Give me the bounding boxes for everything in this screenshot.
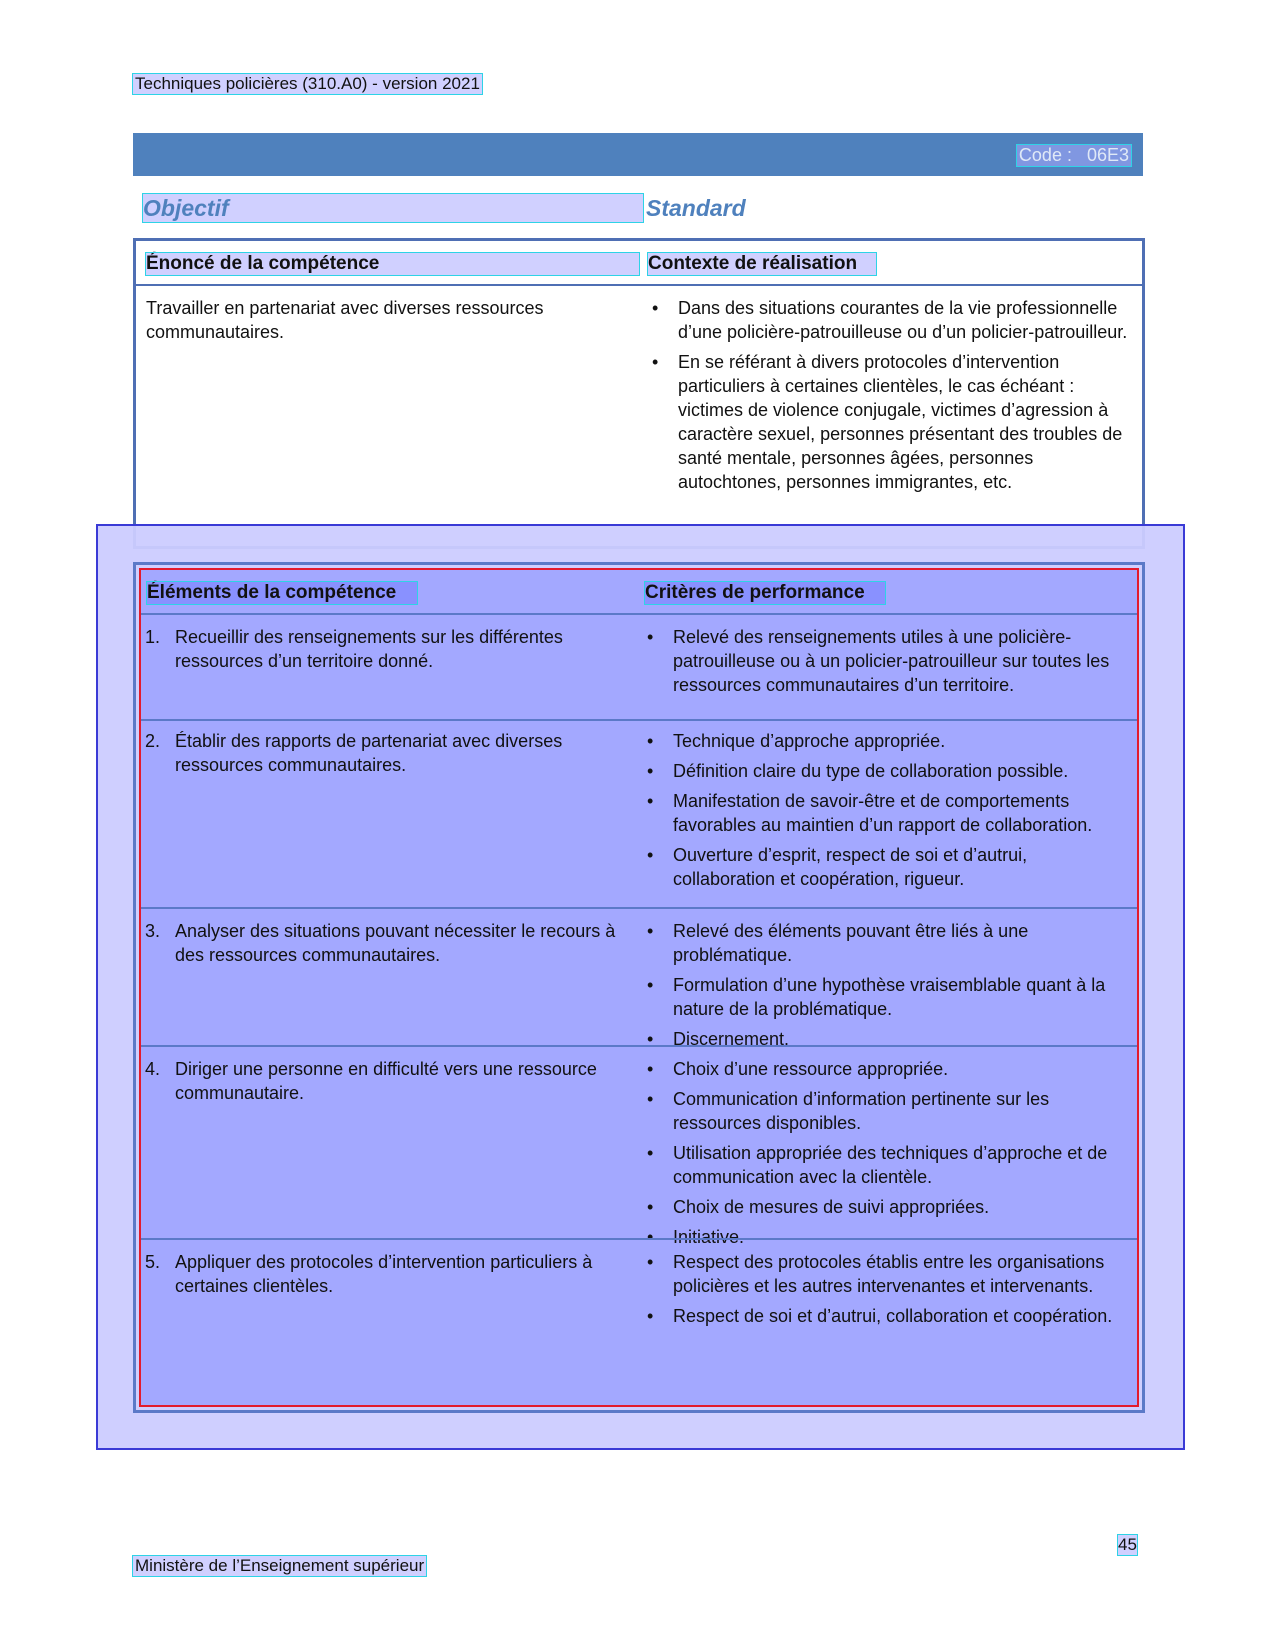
element-cell: 2. Établir des rapports de partenariat avec diverses ressources communautaires. [145, 731, 563, 775]
criteria-item: Relevé des renseignements utiles à une policière- patrouilleuse ou à un policier-patrouilleur sur toutes les ressources communautaires d’un territoire. [673, 627, 1110, 695]
criteres-header: Critères de performance [645, 582, 885, 604]
criteria-item: Respect de soi et d’autrui, collaboration et coopération. [673, 1306, 1113, 1326]
table-row [141, 907, 1137, 1047]
table-header-row [141, 570, 1137, 614]
criteria-list [643, 729, 1133, 897]
table-row [141, 719, 1137, 909]
criteria-item: Discernement. [673, 1029, 790, 1049]
contexte-item: Dans des situations courantes de la vie professionnelle d’une policière-patrouilleuse ou d’un policier-patrouilleur. [678, 298, 1128, 342]
criteria-item: Relevé des éléments pouvant être liés à une problématique. [673, 921, 1029, 965]
element-cell: 3. Analyser des situations pouvant nécessiter le recours à des ressources communautaires. [145, 921, 616, 965]
table-row [141, 613, 1137, 721]
criteria-item: Formulation d’une hypothèse vraisemblable quant à la nature de la problématique. [673, 975, 1106, 1019]
criteria-item: Définition claire du type de collaboration possible. [673, 761, 1069, 781]
competence-table [133, 238, 1145, 549]
enonce-header: Énoncé de la compétence [146, 253, 639, 275]
criteria-item: Manifestation de savoir-être et de comportements favorables au maintien d’un rapport de collaboration. [673, 791, 1093, 835]
criteria-list [643, 625, 1133, 703]
elements-table [133, 562, 1145, 1413]
running-header: Techniques policières (310.A0) - version 2021 [135, 74, 480, 93]
element-cell: 1. Recueillir des renseignements sur les différentes ressources d’un territoire donné. [145, 627, 563, 671]
table-row [141, 1238, 1137, 1405]
criteria-item: Technique d’approche appropriée. [673, 731, 946, 751]
standard-title: Standard [646, 195, 746, 221]
code-bar [133, 133, 1143, 176]
page-number: 45 [1118, 1535, 1137, 1554]
criteria-item: Choix d’une ressource appropriée. [673, 1059, 949, 1079]
criteria-item: Choix de mesures de suivi appropriées. [673, 1197, 990, 1217]
code-label: Code : 06E3 [1018, 145, 1129, 165]
criteria-list [643, 1250, 1133, 1334]
criteria-item: Communication d’information pertinente sur les ressources disponibles. [673, 1089, 1050, 1133]
criteria-item: Initiative. [673, 1227, 745, 1247]
footer-ministry: Ministère de l’Enseignement supérieur [135, 1556, 425, 1575]
table-row [141, 1045, 1137, 1247]
element-cell: 5. Appliquer des protocoles d’intervention particuliers à certaines clientèles. [145, 1252, 593, 1296]
elements-header: Éléments de la compétence [147, 582, 417, 604]
criteria-list [643, 1057, 1133, 1255]
element-cell: 4. Diriger une personne en difficulté vers une ressource communautaire. [145, 1059, 597, 1103]
criteria-item: Ouverture d’esprit, respect de soi et d’autrui, collaboration et coopération, rigueur. [673, 845, 1028, 889]
contexte-header: Contexte de réalisation [648, 253, 876, 275]
header-divider [136, 284, 1142, 286]
objectif-title: Objectif [143, 194, 643, 222]
enonce-text: Travailler en partenariat avec diverses ressources communautaires. [146, 298, 544, 342]
contexte-item: En se référant à divers protocoles d’intervention particuliers à certaines clientèles, le cas échéant : victimes de violence conjugale, victimes d’agression à caractère sexuel, personnes présentant des troubles de santé mentale, personnes âgées, personnes autochtones, personnes immigrantes, etc. [678, 352, 1123, 492]
elements-table-body [139, 568, 1139, 1407]
criteria-item: Respect des protocoles établis entre les organisations policières et les autres intervenantes et intervenants. [673, 1252, 1105, 1296]
criteria-list [643, 919, 1133, 1057]
contexte-list [648, 296, 1138, 500]
criteria-item: Utilisation appropriée des techniques d’approche et de communication avec la clientèle. [673, 1143, 1108, 1187]
